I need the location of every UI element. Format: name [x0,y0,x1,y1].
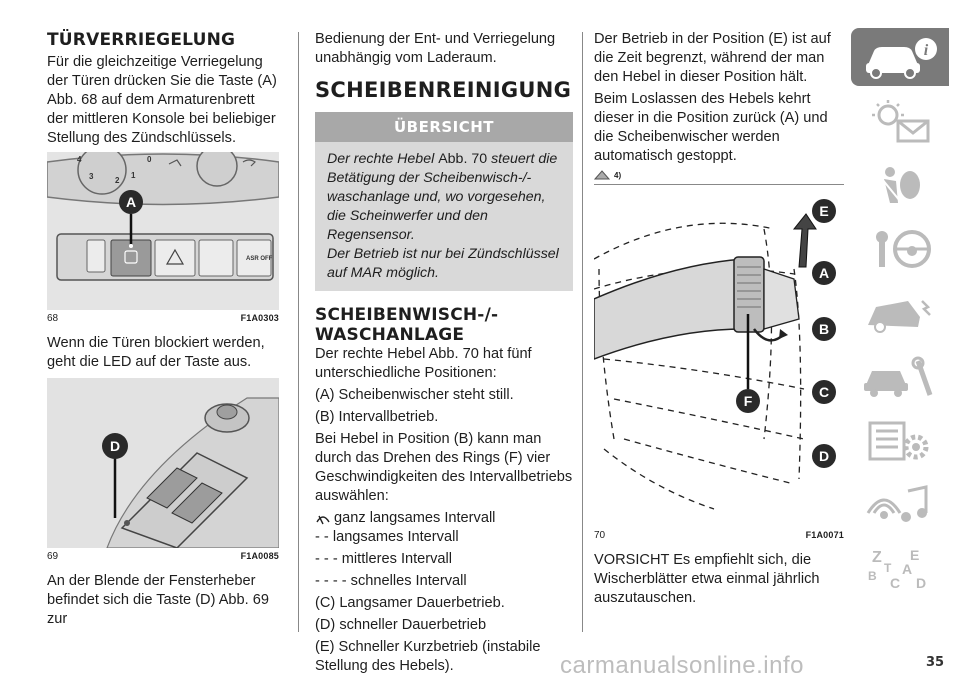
list-item: (E) Schneller Kurzbetrieb (instabile Stellung des Hebels). [315,639,541,674]
list-item: - - langsames Intervall [315,529,459,545]
chapter-tab-sidebar [851,28,949,604]
section-heading-wipers: SCHEIBENREINIGUNG [315,78,572,102]
callout-label-c: C [818,384,830,400]
figure-caption [47,551,279,562]
chapter-tab-starting-driving[interactable] [851,220,949,278]
key-steering-wheel-icon [860,227,940,271]
subsection-heading-wiper-washer: SCHEIBENWISCH-/-WASCHANLAGE [315,305,499,345]
divider [594,184,844,185]
dial-number: 4 [77,155,82,164]
window-switch-illustration [47,378,279,548]
figure-68-dashboard-buttons [47,152,279,310]
overview-box [315,112,573,291]
index-letter: A [902,561,913,577]
page-number: 35 [926,655,945,670]
figure-number: 69 [47,551,59,562]
wiper-intermittent-icon [315,512,331,526]
overview-text: Der rechte Hebel [327,151,435,167]
index-letter: E [910,547,920,563]
paragraph: Bedienung der Ent- und Verriegelung unabhängig vom Laderaum. [315,31,556,66]
paragraph: Der Betrieb in der Position (E) ist auf die Zeit begrenzt, während der man den Hebel in dieser Position hält. [594,31,831,85]
callout-c [812,380,836,404]
chapter-tab-knowing-vehicle[interactable] [851,28,949,86]
chapter-tab-index[interactable] [851,540,949,598]
figure-code: F1A0071 [805,530,844,540]
list-item: - - - mittleres Intervall [315,551,453,567]
chapter-tab-warning-lights[interactable] [851,92,949,150]
column-divider [298,32,299,632]
callout-label-d: D [818,448,830,464]
list-item: (A) Scheibenwischer steht still. [315,387,514,403]
warning-light-envelope-icon [860,99,940,143]
list-item: - - - - schnelles Intervall [315,573,467,589]
paragraph: Bei Hebel in Position (B) kann man durch das Drehen des Rings (F) vier Geschwindigkeiten des Intervallbetriebs auswählen: [315,431,573,504]
callout-b [812,317,836,341]
column-left [47,0,279,632]
list-item: (D) schneller Dauerbetrieb [315,617,487,633]
note-book-icon [594,169,610,181]
callout-label-f: F [743,393,753,409]
figure-number: 68 [47,313,59,324]
callout-f [736,389,760,413]
column-divider [582,32,583,632]
watermark: carmanualsonline.info [560,652,804,678]
figure-code: F1A0085 [240,551,279,561]
note-number: 4) [614,170,622,180]
column-middle [315,0,573,678]
caution-paragraph: VORSICHT Es empfiehlt sich, die Wischerblätter etwa einmal jährlich auszutauschen. [594,552,820,606]
index-letter: C [890,575,901,591]
callout-label-a: A [818,265,830,281]
wiper-lever-illustration [594,189,844,527]
dial-number: 2 [115,176,120,185]
index-letter: B [868,569,877,583]
specs-list-gear-icon [860,419,940,463]
paragraph: Beim Loslassen des Hebels kehrt dieser in die Position zurück (A) und die Scheibenwischer werden automatisch gestoppt. [594,91,828,164]
chapter-tab-technical-data[interactable] [851,412,949,470]
alphabet-index-icon [860,544,940,594]
overview-box-title: ÜBERSICHT [315,112,573,142]
overview-box-body [315,142,573,283]
speed-option: ganz langsames Intervall [334,510,496,526]
dial-number: 1 [131,171,136,180]
callout-label-b: B [818,321,830,337]
index-letter: T [884,561,892,575]
asr-off-label: ASR OFF [246,256,273,262]
figure-70-wiper-lever [594,189,844,527]
index-letter: D [916,575,927,591]
callout-d [812,444,836,468]
svg-text:i: i [923,42,929,59]
overview-text: steuert die Betätigung der Scheibenwisch-/-waschanlage und, wo vorgesehen, die Scheinwerfer und den Regensensor. [327,151,558,243]
callout-a [812,261,836,285]
note-reference [594,169,844,181]
car-info-icon [860,35,940,79]
index-letter: Z [872,549,882,566]
car-wrench-icon [860,355,940,399]
callout-label-a: A [125,194,137,210]
figure-code: F1A0303 [240,313,279,323]
list-item [315,509,573,528]
chapter-tab-emergency[interactable] [851,284,949,342]
car-crash-icon [860,291,940,335]
chapter-tab-maintenance[interactable] [851,348,949,406]
section-heading-door-lock: TÜRVERRIEGELUNG [47,30,236,50]
callout-label-d: D [109,438,121,454]
list-item: (C) Langsamer Dauerbetrieb. [315,595,505,611]
airbag-seatbelt-icon [860,163,940,207]
dial-number: 0 [147,155,152,164]
figure-number: 70 [594,530,606,541]
chapter-tab-multimedia[interactable] [851,476,949,534]
list-item: (B) Intervallbetrieb. [315,409,439,425]
dashboard-illustration [47,152,279,310]
figure-caption [594,530,844,541]
figure-caption [47,313,279,324]
callout-e [812,199,836,223]
callout-label-e: E [819,203,829,219]
column-right [594,0,844,611]
figure-reference: Abb. 70 [438,151,488,167]
paragraph: Der rechte Hebel Abb. 70 hat fünf unterschiedliche Positionen: [315,346,532,381]
paragraph: Für die gleichzeitige Verriegelung der Türen drücken Sie die Taste (A) Abb. 68 auf dem Armaturenbrett der mittleren Konsole bei beliebiger Stellung des Zündschlüssels. [47,54,277,146]
paragraph: Wenn die Türen blockiert werden, geht die LED auf der Taste aus. [47,335,265,370]
overview-text: Der Betrieb ist nur bei Zündschlüssel auf MAR möglich. [327,246,559,281]
figure-69-window-switch [47,378,279,548]
dial-number: 3 [89,172,94,181]
paragraph: An der Blende der Fensterheber befindet sich die Taste (D) Abb. 69 zur [47,573,270,627]
chapter-tab-safety[interactable] [851,156,949,214]
multimedia-icon [860,483,940,527]
